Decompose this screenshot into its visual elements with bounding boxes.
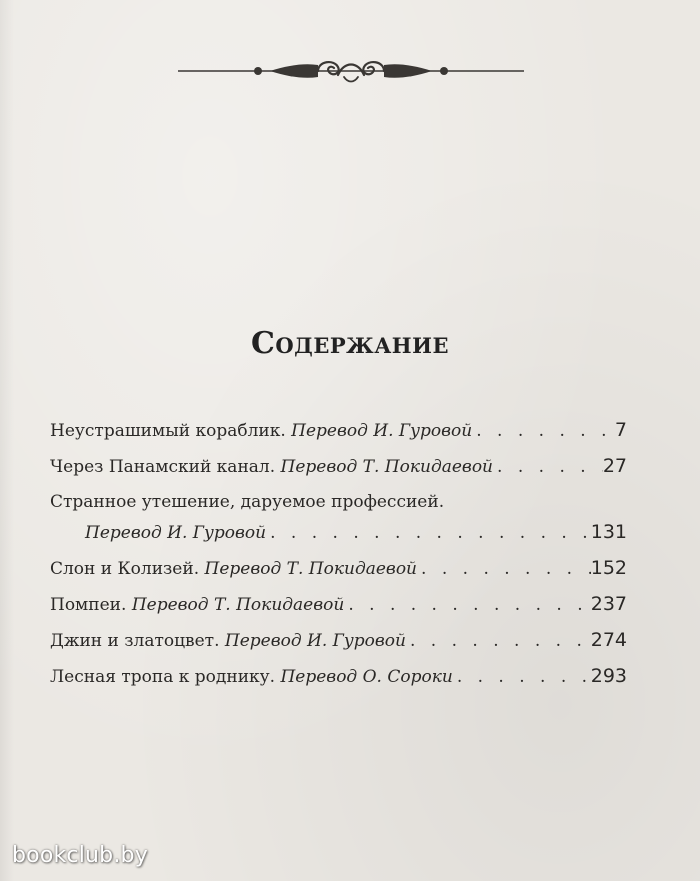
toc-entry	[50, 451, 627, 482]
dot-leader	[472, 416, 615, 446]
toc-entry	[50, 589, 627, 620]
toc-entry-page: 131	[590, 521, 627, 543]
toc-entry-page: 274	[590, 629, 627, 651]
toc-entry	[50, 415, 627, 446]
toc-entry	[50, 553, 627, 584]
toc-entry-title: Неустрашимый кораблик.	[50, 421, 286, 441]
toc-entry	[50, 625, 627, 656]
page-title: Содержание	[251, 326, 449, 361]
toc-entry-translator: Перевод Т. Покидаевой	[204, 559, 418, 579]
dot-leader	[453, 662, 591, 692]
dot-leader	[417, 554, 591, 584]
toc-entry-page: 27	[602, 455, 627, 477]
toc-entry	[50, 487, 627, 548]
toc-entry-translator: Перевод И. Гуровой	[291, 421, 473, 441]
toc-entry-title: Джин и златоцвет.	[50, 631, 220, 651]
toc-entry-translator: Перевод И. Гуровой	[85, 523, 267, 543]
table-of-contents	[50, 415, 627, 697]
toc-entry-title: Помпеи.	[50, 595, 127, 615]
toc-entry	[50, 661, 627, 692]
toc-entry-translator: Перевод Т. Покидаевой	[131, 595, 345, 615]
toc-entry-title: Через Панамский канал.	[50, 457, 276, 477]
toc-entry-translator: Перевод О. Сороки	[280, 667, 453, 687]
toc-entry-page: 237	[590, 593, 627, 615]
toc-entry-translator: Перевод Т. Покидаевой	[280, 457, 494, 477]
dot-leader	[344, 590, 590, 620]
dot-leader	[406, 626, 591, 656]
toc-entry-page: 7	[614, 419, 627, 441]
dot-leader	[493, 452, 603, 482]
toc-entry-title: Слон и Колизей.	[50, 559, 200, 579]
toc-entry-page: 152	[590, 557, 627, 579]
toc-entry-page: 293	[590, 665, 627, 687]
toc-entry-title: Лесная тропа к роднику.	[50, 667, 276, 687]
toc-entry-translator: Перевод И. Гуровой	[224, 631, 406, 651]
toc-entry-title: Странное утешение, даруемое профессией.	[50, 492, 445, 512]
dot-leader	[266, 518, 591, 548]
decorative-flourish-icon	[178, 55, 524, 91]
watermark: bookclub.by	[12, 843, 148, 868]
